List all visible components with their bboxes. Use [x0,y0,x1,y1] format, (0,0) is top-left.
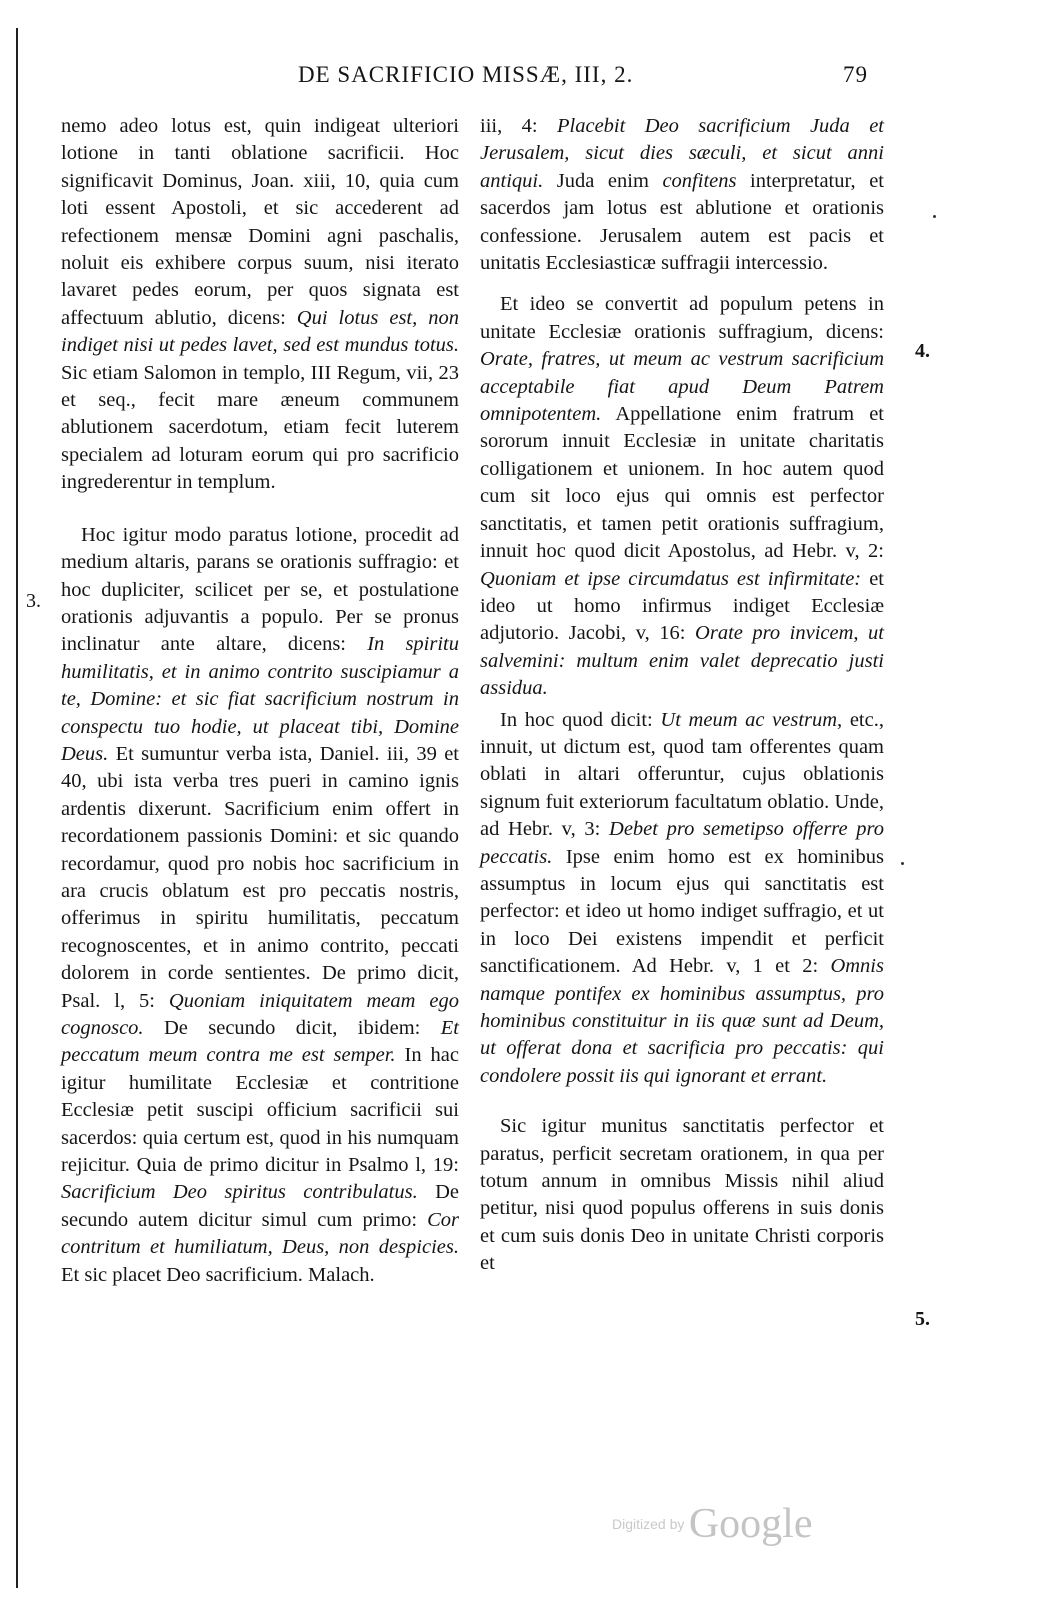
text-run: et ideo ut homo infirmus indiget Ecclesiæ adjutorio. Jacobi, v, 16: [480,567,884,645]
paragraph [480,707,884,1091]
right-column [480,113,884,1278]
text-run: In hac igitur humilitate Ecclesiæ et contritione Ecclesiæ petit suscipi officium sacrificii sui sacerdos: quia certum est, quod in his numquam rejicitur. Quia de primo dicitur in Psalmo l, 19: [61,1044,460,1177]
quotation: Cor contritum et humiliatum, Deus, non despicies. [61,1208,459,1259]
book-spine-edge [16,28,18,1588]
watermark-prefix: Digitized by [612,1516,685,1532]
quotation: confitens [662,169,737,192]
quotation: Orate, fratres, ut meum ac vestrum sacrificium acceptabile fiat apud Deum Patrem omnipotentem. [480,348,884,426]
quotation: Orate pro invicem, ut salvemini: multum enim valet deprecatio justi assidua. [480,622,885,700]
text-run: Hoc igitur modo paratus lotione, procedit ad medium altaris, parans se orationis suffragio: et hoc dupliciter, scilicet per se, et postulatione orationis adjuvantis a populo. Per se pronus inclinatur ante altare, dicens: [61,523,459,656]
text-run: Et sumuntur verba ista, Daniel. iii, 39 et 40, ubi ista verba tres pueri in camino ignis ardentis dixerunt. Sacrificium enim offert in recordationem passionis Domini: et sic quando recordamur, quod pro nobis hoc sacrificium in ara crucis oblatum est pro peccatis nostris, offerimus in spiritu humilitatis, peccatum recognoscentes, et in animo contrito, peccati dolorem in corde sentientes. De primo dicit, Psal. l, 5: [61,742,459,1012]
text-run: Sic igitur munitus sanctitatis perfector et paratus, perficit secretam orationem, in qua per totum annum in omnibus Missis nihil aliud petitur, nisi quod populus offerens in suis donis et cum suis donis Deo in unitate Christi corporis et [480,1115,884,1275]
text-run: De secundo autem dicitur simul cum primo: [61,1181,459,1231]
quotation: Et peccatum meum contra me est semper. [61,1017,459,1067]
text-run: etc., innuit, ut dictum est, quod tam offerentes quam oblati in altari offeruntur, cujus oblationis signum fuit exteriorum facultatum oblatio. Unde, ad Hebr. v, 3: [480,708,884,841]
quotation: Quoniam et ipse circumdatus est infirmitate: [480,567,862,590]
text-run: Ipse enim homo est ex hominibus assumptus in locum ejus qui sanctitatis est perfector: et ideo ut homo indiget suffragio, et ut in loco Dei existens impendit et perficit sanctificationem. Ad Hebr. v, 1 et 2: [480,845,884,978]
text-run: Sic etiam Salomon in templo, III Regum, vii, 23 et seq., fecit mare æneum communem ablutionem sacerdotum, etiam fecit luterem specialem ad loturam eorum qui pro sacrificio ingrederentur in templum. [61,361,459,494]
text-run: interpretatur, et sacerdos jam lotus est ablutione et orationis confessione. Jerusalem autem est pacis et unitatis Ecclesiasticæ suffragii intercessio. [480,169,884,275]
digitized-watermark [612,1500,812,1548]
text-run: Et ideo se convertit ad populum petens in unitate Ecclesiæ orationis suffragium, dicens: [480,293,884,343]
paragraph [61,113,459,497]
section-number-4: 4. [915,340,930,362]
google-logo: Google [688,1501,813,1547]
paragraph [480,1113,884,1277]
text-run: In hoc quod dicit: [500,708,661,731]
quotation: Placebit Deo sacrificium Juda et Jerusalem, sicut dies sæculi, et sicut anni antiqui. [480,115,884,192]
quotation: Qui lotus est, non indiget nisi ut pedes lavet, sed est mundus totus. [61,306,459,357]
text-run: De secundo dicit, ibidem: [143,1017,441,1039]
quotation: In spiritu humilitatis, et in animo contrito suscipiamur a te, Domine: et sic fiat sacrificium nostrum in conspectu tuo hodie, ut placeat tibi, Domine Deus. [61,633,460,765]
quotation: Ut meum ac vestrum, [660,708,843,731]
paragraph [480,113,884,277]
paragraph [61,522,459,1289]
page-number: 79 [843,62,868,87]
ink-speck [901,862,904,865]
text-run: Appellatione enim fratrum et sororum innuit Ecclesiæ in unitate charitatis colligationem et unionem. In hoc autem quod cum sit loco ejus qui omnis est perfector sanctitatis, et tamen petit orationis suffragium, innuit hoc quod dicit Apostolus, ad Hebr. v, 2: [480,403,884,563]
text-run: nemo adeo lotus est, quin indigeat ulteriori lotione in tanti oblatione sacrificii. Hoc significavit Dominus, Joan. xiii, 10, quia cum loti essent Apostoli, et sic accederent ad refectionem mensæ Domini agni paschalis, noluit eis exhibere corpus suum, nisi iterato lavaret pedes eorum, per quos signata est affectuum ablutio, dicens: [61,115,459,329]
running-title: DE SACRIFICIO MISSÆ, III, 2. [298,62,634,87]
quotation: Quoniam iniquitatem meam ego cognosco. [61,989,459,1039]
section-number-3: 3. [26,590,41,612]
text-run: Et sic placet Deo sacrificium. Malach. [61,1263,375,1286]
ink-speck [933,215,936,218]
quotation: Debet pro semetipso offerre pro peccatis. [480,818,885,868]
text-run: iii, 4: [480,115,557,137]
text-run: Juda enim [543,169,663,192]
paragraph [480,291,884,702]
section-number-5: 5. [915,1308,930,1330]
quotation: Sacrificium Deo spiritus contribulatus. [61,1181,418,1204]
left-column [61,113,459,1289]
quotation: Omnis namque pontifex ex hominibus assumptus, pro hominibus constituitur in iis quæ sunt ad Deum, ut offerat dona et sacrificia pro peccatis: qui condolere possit iis qui ignorant et errant. [480,955,884,1087]
